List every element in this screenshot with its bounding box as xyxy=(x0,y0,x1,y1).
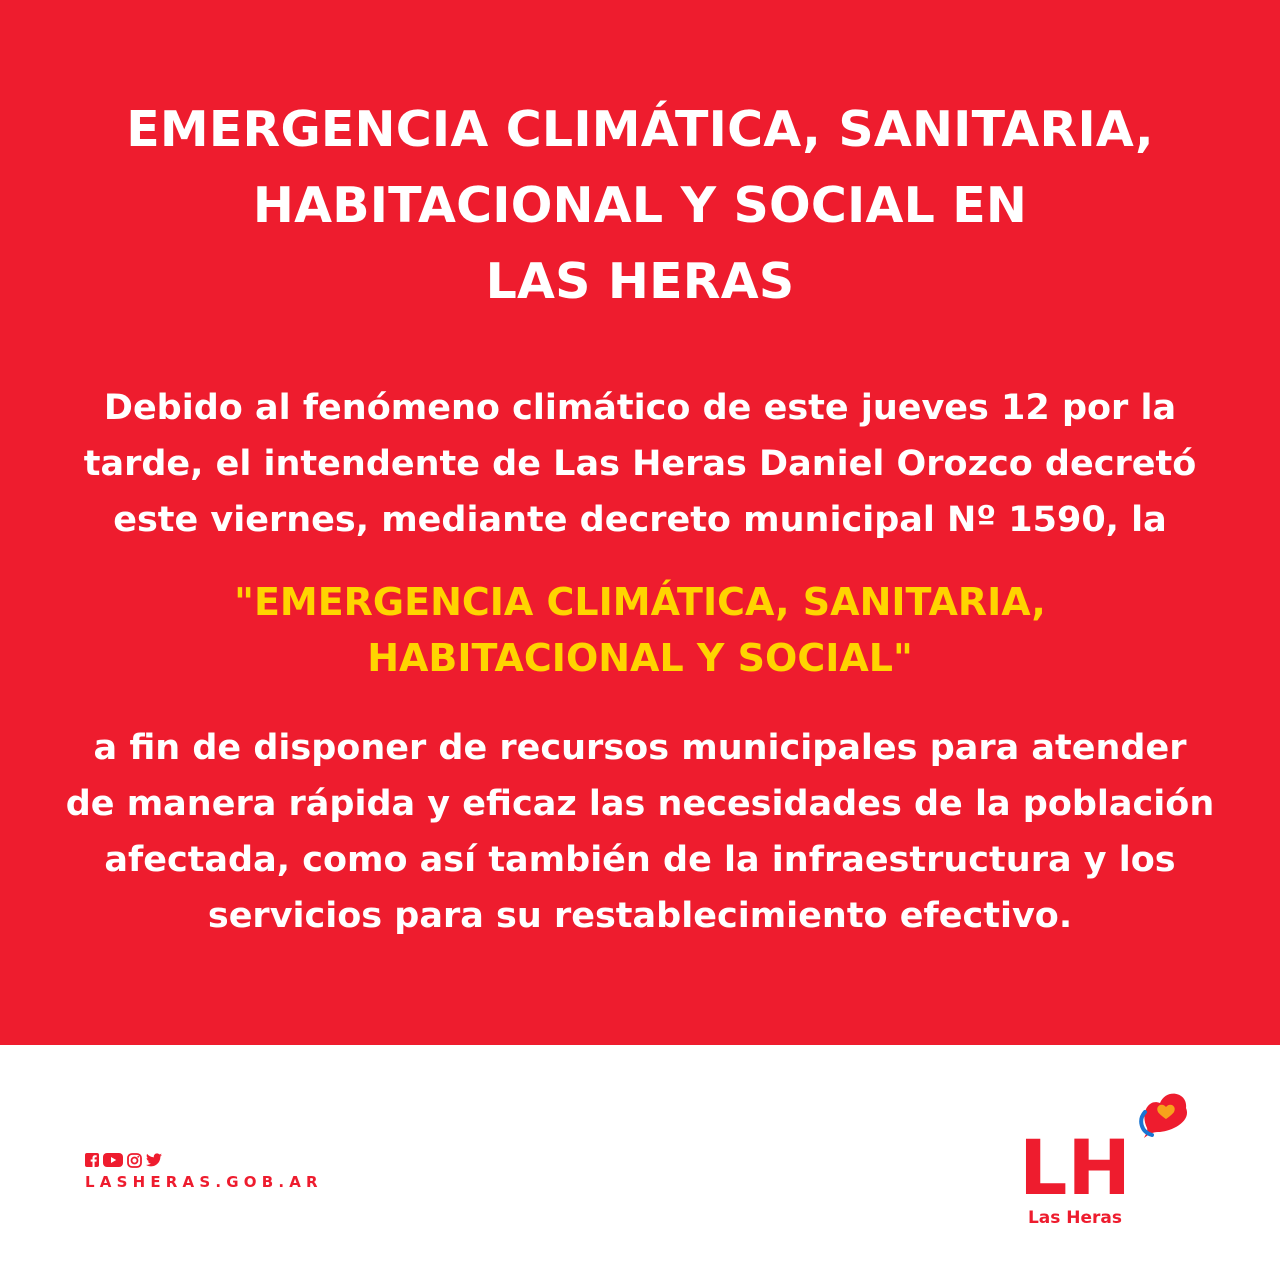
instagram-icon[interactable] xyxy=(127,1152,142,1168)
las-heras-logo xyxy=(1020,1090,1210,1240)
headline xyxy=(0,92,1280,320)
purpose-line-3: afectada, como así también de la infraestructura y los xyxy=(104,840,1176,880)
heart-bubble-icon xyxy=(1141,1094,1187,1138)
logo-name: Las Heras xyxy=(1027,1208,1123,1228)
headline-line-2: HABITACIONAL Y SOCIAL EN xyxy=(252,177,1028,234)
intro-line-2: tarde, el intendente de Las Heras Daniel Orozco decretó xyxy=(83,444,1197,484)
purpose-paragraph xyxy=(0,720,1280,944)
purpose-line-2: de manera rápida y eficaz las necesidades de la población xyxy=(65,784,1215,824)
website-link[interactable]: LASHERAS.GOB.AR xyxy=(85,1173,323,1191)
logo-letters: LH xyxy=(1020,1123,1132,1212)
facebook-icon[interactable] xyxy=(85,1152,99,1168)
intro-paragraph xyxy=(0,380,1280,548)
highlight-line-1: "EMERGENCIA CLIMÁTICA, SANITARIA, xyxy=(234,580,1046,624)
headline-line-1: EMERGENCIA CLIMÁTICA, SANITARIA, xyxy=(126,101,1154,158)
emergency-highlight xyxy=(0,574,1280,686)
highlight-line-2: HABITACIONAL Y SOCIAL" xyxy=(367,636,913,680)
purpose-line-1: a fin de disponer de recursos municipales para atender xyxy=(93,728,1187,768)
social-icons xyxy=(85,1150,162,1170)
youtube-icon[interactable] xyxy=(103,1152,123,1168)
intro-line-3: este viernes, mediante decreto municipal Nº 1590, la xyxy=(113,500,1167,540)
headline-line-3: LAS HERAS xyxy=(485,253,795,310)
purpose-line-4: servicios para su restablecimiento efectivo. xyxy=(207,896,1073,936)
intro-line-1: Debido al fenómeno climático de este jueves 12 por la xyxy=(103,388,1177,428)
twitter-icon[interactable] xyxy=(146,1152,162,1168)
